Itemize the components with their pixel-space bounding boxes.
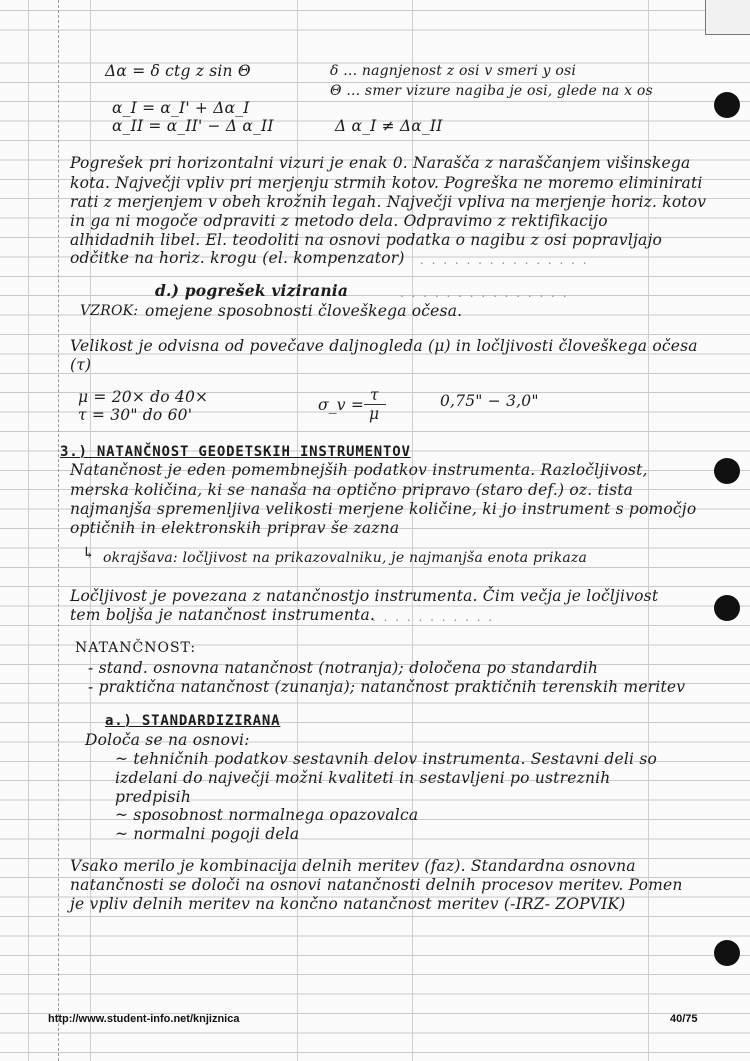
paragraph-line: Natančnost je eden pomembnejših podatkov instrumenta. Razločljivost, [70,461,648,479]
paragraph-line: rati z merjenjem v obeh krožnih legah. Največji vpliva na merjenje horiz. kotov [70,193,707,211]
list-item: predpisih [115,788,192,806]
paragraph-line: odčitke na horiz. krogu (el. kompenzator) [70,249,405,267]
punch-hole [714,940,740,966]
arrow-icon: ↳ [82,544,96,562]
list-item: izdelani do največji možni kvaliteti in sestavljeni po ustreznih [115,769,611,787]
range-mu: μ = 20× do 40× [78,388,209,406]
punch-hole [714,595,740,621]
scribble: . . . . . . . . . . . . . . . [420,253,589,267]
page-number: 40/75 [670,1013,698,1025]
section-a-intro: Določa se na osnovi: [85,731,250,749]
page-corner [705,0,750,35]
paragraph-line: Pogrešek pri horizontalni vizuri je enak 0. Narašča z naraščanjem višinskega [70,154,691,172]
section-a-heading: a.) STANDARDIZIRANA [105,713,281,729]
cause-text: omejene sposobnosti človeškega očesa. [145,302,463,320]
section-d-heading: d.) pogrešek vizirania [155,281,349,300]
legend-theta: Θ ... smer vizure nagiba je osi, glede na x os [330,83,653,99]
footer-url[interactable]: http://www.student-info.net/knjiznica [48,1013,240,1025]
paragraph-line: alhidadnih libel. El. teodoliti na osnovi podatka o nagibu z osi popravljajo [70,231,663,249]
paragraph-line: (τ) [70,356,92,374]
paragraph-line: in ga ni mogoče odpraviti z metodo dela. Odpravimo z rektifikacijo [70,212,608,230]
scribble: . . . . . . . . . . . [372,610,495,624]
paragraph-line: tem boljša je natančnost instrumenta. [70,606,376,624]
ruling-vertical [28,0,29,1061]
list-item: ~ normalni pogoji dela [115,825,300,843]
scribble: . . . . . . . . . . . . . . . [400,286,569,300]
formula-delta-alpha: Δα = δ ctg z sin Θ [105,62,251,80]
paragraph-line: natančnosti se določi na osnovi natančnosti delnih procesov meritev. Pomen [70,876,683,894]
list-item: ~ tehničnih podatkov sestavnih delov instrumenta. Sestavni deli so [115,750,658,768]
arrow-note: okrajšava: ločljivost na prikazovalniku, je najmanjša enota prikaza [103,550,588,566]
accuracy-item: - stand. osnovna natančnost (notranja); določena po standardih [88,659,599,677]
formula-neq: Δ α_I ≠ Δα_II [335,117,443,135]
paragraph-line: je vpliv delnih meritev na končno natančnost meritev (-IRZ- ZOPVIK) [70,895,626,913]
paragraph-line: Vsako merilo je kombinacija delnih meritev (faz). Standardna osnovna [70,857,636,875]
paragraph-line: Velikost je odvisna od povečave daljnogleda (μ) in ločljivosti človeškega očesa [70,337,698,355]
sigma-label: σ_v = [318,396,365,414]
legend-delta: δ ... nagnjenost z osi v smeri y osi [330,63,577,79]
paragraph-line: optičnih in elektronskih priprav še zazna [70,519,400,537]
section-3-heading: 3.) NATANČNOST GEODETSKIH INSTRUMENTOV [60,444,411,460]
accuracy-heading: NATANČNOST: [75,640,197,656]
cause-label: VZROK: [80,303,139,319]
sigma-result: 0,75" − 3,0" [440,392,539,410]
punch-hole [714,458,740,484]
fraction-numerator: τ [370,386,379,404]
formula-alpha-1: α_I = α_I' + Δα_I [112,99,250,117]
list-item: ~ sposobnost normalnega opazovalca [115,806,419,824]
punch-hole [714,92,740,118]
paragraph-line: najmanjša spremenljiva velikosti merjene količine, ki jo instrument s pomočjo [70,500,697,518]
formula-alpha-2: α_II = α_II' − Δ α_II [112,117,274,135]
accuracy-item: - praktična natančnost (zunanja); natančnost praktičnih terenskih meritev [88,678,686,696]
paragraph-line: Ločljivost je povezana z natančnostjo instrumenta. Čim večja je ločljivost [70,587,659,605]
paragraph-line: merska količina, ki se nanaša na optično pripravo (staro def.) oz. tista [70,481,634,499]
fraction-denominator: μ [369,405,380,423]
margin-line [58,0,60,1061]
range-tau: τ = 30" do 60' [78,406,193,424]
paragraph-line: kota. Največji vpliv pri merjenju strmih kotov. Pogreška ne moremo eliminirati [70,174,703,192]
